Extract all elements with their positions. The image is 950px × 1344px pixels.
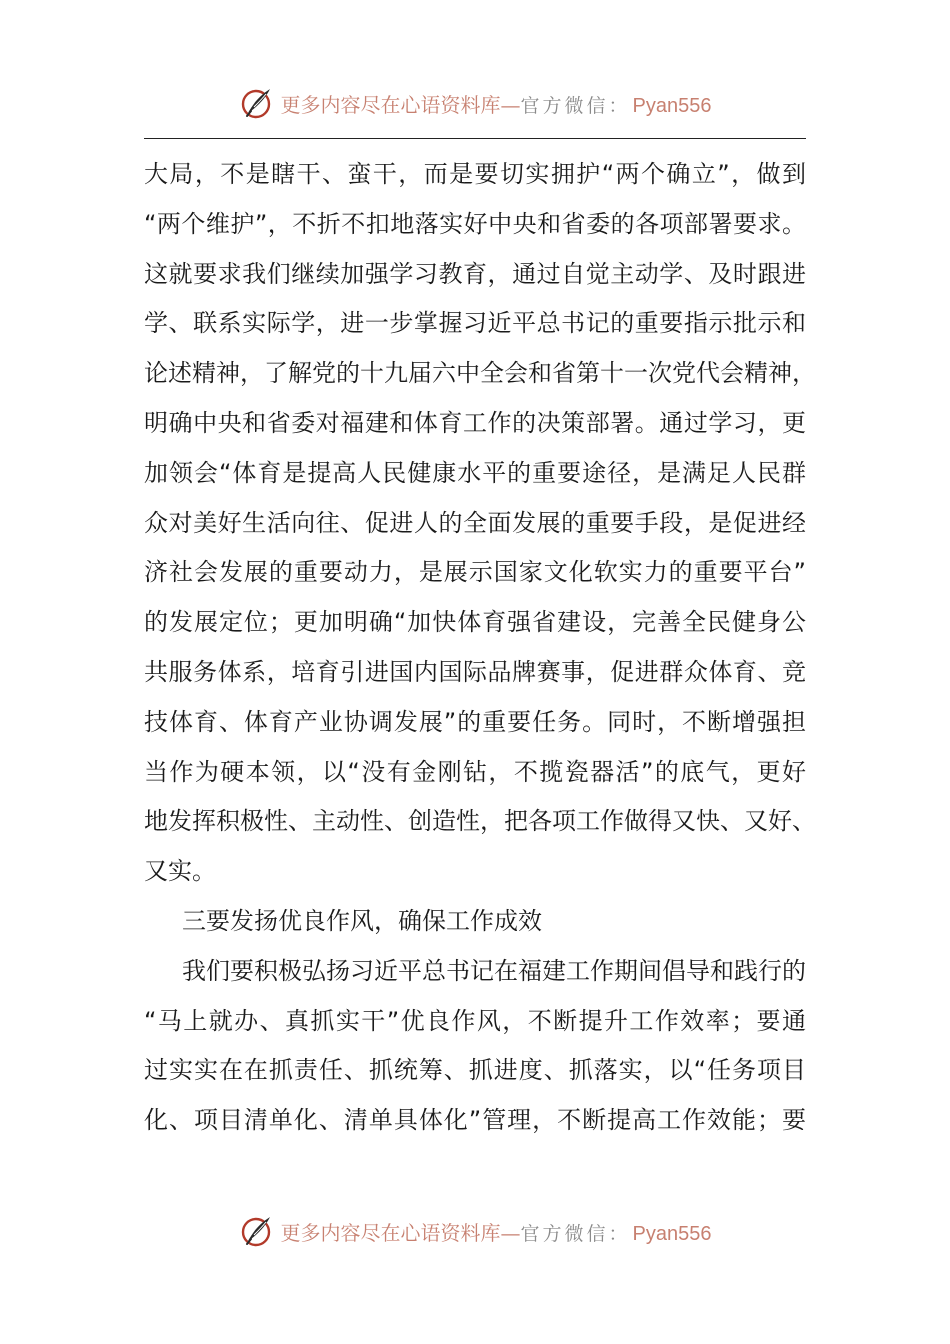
footer-banner <box>0 1211 950 1251</box>
text-line: 地发挥积极性、主动性、创造性，把各项工作做得又快、又好、 <box>144 807 816 836</box>
text-line: 学、联系实际学，进一步掌握习近平总书记的重要指示批示和 <box>144 309 806 338</box>
text-line: 众对美好生活向往、促进人的全面发展的重要手段，是促进经 <box>144 508 806 537</box>
text-line: 化、项目清单化、清单具体化”管理，不断提高工作效能；要 <box>144 1106 806 1135</box>
quill-logo-icon <box>239 1214 273 1248</box>
text-line: “两个维护”，不折不扣地落实好中央和省委的各项部署要求。 <box>144 209 806 238</box>
document-body <box>144 150 816 1146</box>
banner-prefix: 更多内容尽在心语资料库— <box>280 1220 521 1245</box>
quill-logo-icon <box>239 86 273 120</box>
text-line: “马上就办、真抓实干”优良作风，不断提升工作效率；要通 <box>144 1006 806 1035</box>
text-line: 共服务体系，培育引进国内国际品牌赛事，促进群众体育、竞 <box>144 657 806 686</box>
text-line: 过实实在在抓责任、抓统筹、抓进度、抓落实，以“任务项目 <box>144 1056 806 1085</box>
text-line: 论述精神，了解党的十九届六中全会和省第十一次党代会精神， <box>144 359 816 388</box>
banner-text <box>281 89 712 118</box>
text-line: 的发展定位；更加明确“加快体育强省建设，完善全民健身公 <box>144 608 806 637</box>
banner-wechat-label: 官方微信： <box>520 1222 631 1245</box>
banner-wechat-id: Pyan556 <box>632 94 712 117</box>
banner-wechat-id: Pyan556 <box>632 1222 712 1245</box>
text-line: 又实。 <box>144 857 216 886</box>
text-line: 大局，不是瞎干、蛮干，而是要切实拥护“两个确立”，做到 <box>144 160 806 188</box>
text-line: 明确中央和省委对福建和体育工作的决策部署。通过学习，更 <box>144 408 806 437</box>
banner-wechat-label: 官方微信： <box>520 94 631 117</box>
text-line: 我们要积极弘扬习近平总书记在福建工作期间倡导和践行的 <box>182 956 806 985</box>
text-line: 济社会发展的重要动力，是展示国家文化软实力的重要平台” <box>144 558 806 587</box>
section-heading: 三要发扬优良作风，确保工作成效 <box>182 906 542 935</box>
banner-text <box>281 1217 712 1246</box>
header-banner <box>0 83 950 123</box>
banner-prefix: 更多内容尽在心语资料库— <box>280 92 521 117</box>
header-divider <box>144 138 806 139</box>
text-line: 这就要求我们继续加强学习教育，通过自觉主动学、及时跟进 <box>144 259 806 288</box>
text-line: 当作为硬本领，以“没有金刚钻，不揽瓷器活”的底气，更好 <box>144 757 806 786</box>
text-line: 技体育、体育产业协调发展”的重要任务。同时，不断增强担 <box>144 707 806 736</box>
text-line: 加领会“体育是提高人民健康水平的重要途径，是满足人民群 <box>144 458 806 487</box>
